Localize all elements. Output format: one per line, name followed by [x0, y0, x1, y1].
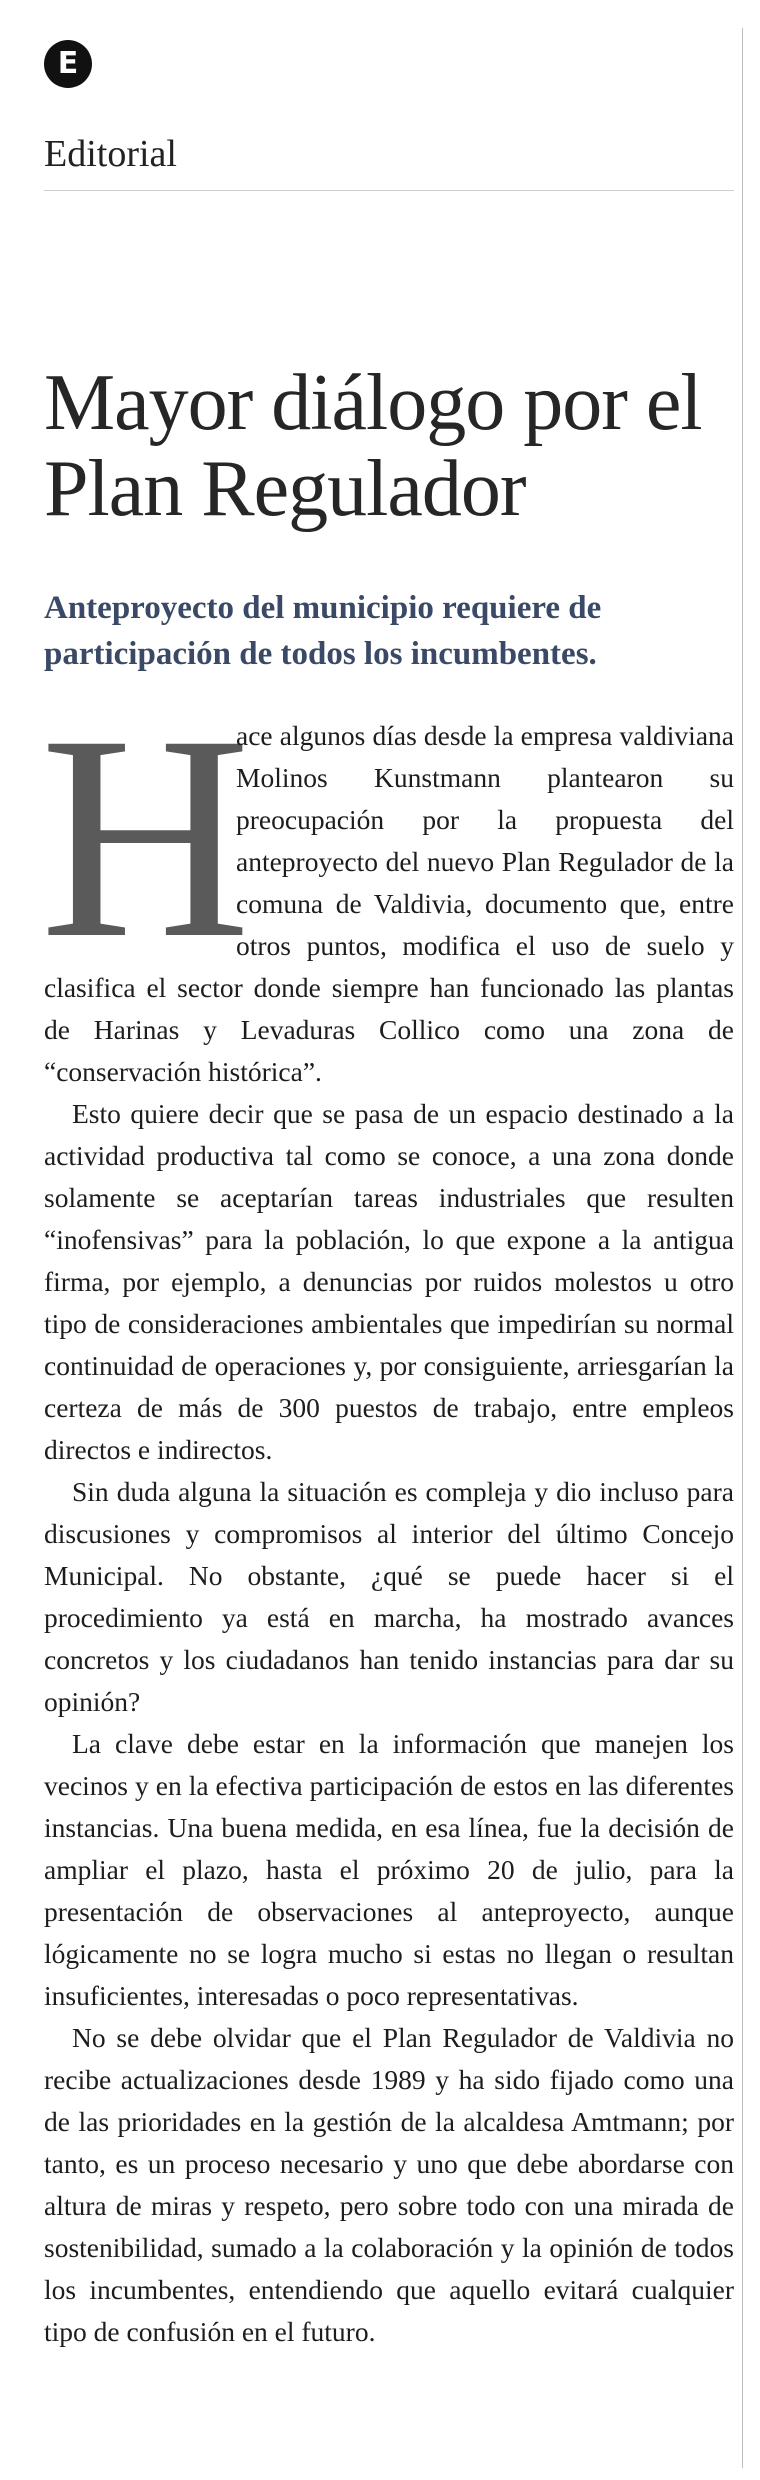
- article-headline: Mayor diálogo por el Plan Regulador: [44, 359, 702, 533]
- section-badge: [44, 40, 92, 88]
- drop-cap: H: [40, 676, 251, 999]
- article-paragraph: No se debe olvidar que el Plan Regulador de Valdivia no recibe actualizaciones desde 1989 y ha sido fijado como una de las prioridades en la gestión de la alcaldesa Amtmann; por tanto, es un proceso necesario y uno que debe abordarse con altura de miras y respeto, pero sobre todo con una mirada de sostenibilidad, sumado a la colaboración y la opinión de todos los incumbentes, entendiendo que aquello evitará cualquier tipo de confusión en el futuro.: [44, 2022, 734, 2347]
- section-label: Editorial: [44, 133, 177, 175]
- article-paragraph: La clave debe estar en la información que manejen los vecinos y en la efectiva participación de estos en las diferentes instancias. Una buena medida, en esa línea, fue la decisión de ampliar el plazo, hasta el próximo 20 de julio, para la presentación de observaciones al anteproyecto, aunque lógicamente no se logra mucho si estas no llegan o resultan insuficientes, interesadas o poco representativas.: [44, 1728, 734, 2011]
- section-divider: [44, 190, 734, 191]
- article-paragraph: Sin duda alguna la situación es compleja y dio incluso para discusiones y compromisos al interior del último Concejo Municipal. No obstante, ¿qué se puede hacer si el procedimiento ya está en marcha, ha mostrado avances concretos y los ciudadanos han tenido instancias para dar su opinión?: [44, 1476, 734, 1717]
- article-body: [40, 676, 734, 2353]
- section-badge-letter: E: [57, 46, 79, 81]
- article-paragraph: ace algunos días desde la empresa valdiviana Molinos Kunstmann plantearon su preocupación por la propuesta del anteproyecto del nuevo Plan Regulador de la comuna de Valdivia, documento que, entre otros puntos, modifica el uso de suelo y clasifica el sector donde siempre han funcionado las plantas de Harinas y Levaduras Collico como una zona de “conservación histórica”.: [44, 720, 734, 1087]
- column-divider: [742, 28, 743, 2468]
- article-subhead: Anteproyecto del municipio requiere de participación de todos los incumbentes.: [44, 590, 602, 672]
- article-paragraph: Esto quiere decir que se pasa de un espacio destinado a la actividad productiva tal como se conoce, a una zona donde solamente se aceptarían tareas industriales que resulten “inofensivas” para la población, lo que expone a la antigua firma, por ejemplo, a denuncias por ruidos molestos u otro tipo de consideraciones ambientales que impedirían su normal continuidad de operaciones y, por consiguiente, arriesgarían la certeza de más de 300 puestos de trabajo, entre empleos directos e indirectos.: [44, 1098, 734, 1465]
